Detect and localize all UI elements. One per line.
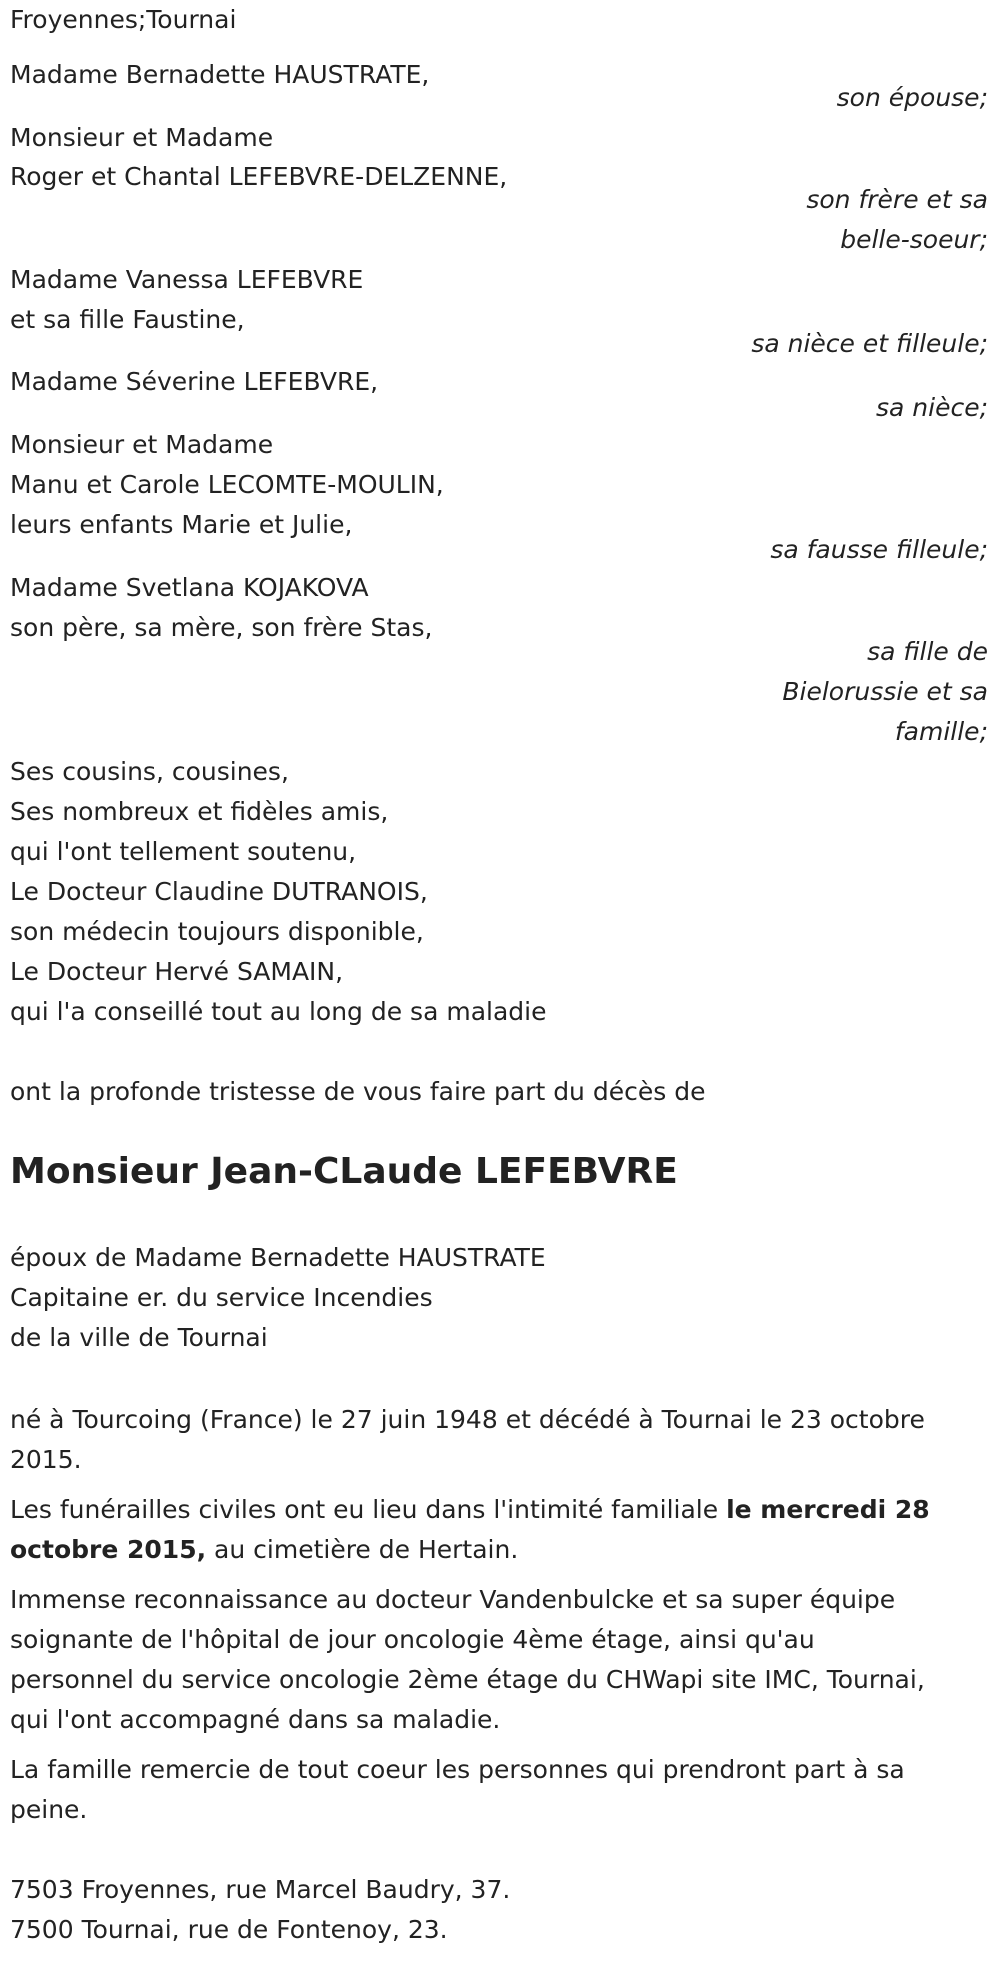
birth-death-line-2: 2015. [10, 1445, 82, 1474]
funeral-date-bold: octobre 2015, [10, 1535, 207, 1564]
niece2-relation: sa nièce; [875, 393, 988, 422]
wife-relation: son épouse; [836, 83, 988, 112]
family-thanks-line-1: La famille remercie de tout coeur les personnes qui prendront part à sa [10, 1755, 905, 1784]
bio-line: de la ville de Tournai [10, 1323, 268, 1352]
funeral-date-bold: le mercredi 28 [726, 1495, 930, 1524]
kojakova-line-2: son père, sa mère, son frère Stas, [10, 613, 433, 642]
birth-death-line-1: né à Tourcoing (France) le 27 juin 1948 et décédé à Tournai le 23 octobre [10, 1405, 925, 1434]
others-line: Ses cousins, cousines, [10, 757, 289, 786]
others-line: Ses nombreux et fidèles amis, [10, 797, 389, 826]
funeral-line-2 [10, 1530, 518, 1570]
niece1-relation: sa nièce et filleule; [751, 329, 988, 358]
announcement: ont la profonde tristesse de vous faire part du décès de [10, 1077, 706, 1106]
others-line: Le Docteur Claudine DUTRANOIS, [10, 877, 428, 906]
bio-line: Capitaine er. du service Incendies [10, 1283, 433, 1312]
others-line: qui l'ont tellement soutenu, [10, 837, 357, 866]
kojakova-relation-line-3: famille; [894, 717, 988, 746]
kojakova-relation-line-2: Bielorussie et sa [782, 677, 988, 706]
funeral-text: au cimetière de Hertain. [206, 1535, 519, 1564]
thanks-line: Immense reconnaissance au docteur Vandenbulcke et sa super équipe [10, 1585, 896, 1614]
brother-relation-line-1: son frère et sa [806, 185, 988, 214]
thanks-line: soignante de l'hôpital de jour oncologie 4ème étage, ainsi qu'au [10, 1625, 815, 1654]
kojakova-relation-line-1: sa fille de [867, 637, 988, 666]
family-thanks-line-2: peine. [10, 1795, 88, 1824]
lecomte-relation: sa fausse filleule; [770, 535, 988, 564]
brother-line-1: Monsieur et Madame [10, 123, 274, 152]
brother-relation-line-2: belle-soeur; [840, 225, 988, 254]
thanks-line: qui l'ont accompagné dans sa maladie. [10, 1705, 501, 1734]
kojakova-line-1: Madame Svetlana KOJAKOVA [10, 573, 369, 602]
address-line: 7500 Tournai, rue de Fontenoy, 23. [10, 1915, 448, 1944]
niece2-name: Madame Séverine LEFEBVRE, [10, 367, 379, 396]
others-line: son médecin toujours disponible, [10, 917, 424, 946]
niece1-line-1: Madame Vanessa LEFEBVRE [10, 265, 364, 294]
others-line: qui l'a conseillé tout au long de sa maladie [10, 997, 547, 1026]
niece1-line-2: et sa fille Faustine, [10, 305, 245, 334]
lecomte-line-3: leurs enfants Marie et Julie, [10, 510, 353, 539]
lecomte-line-1: Monsieur et Madame [10, 430, 274, 459]
funeral-line-1 [10, 1490, 930, 1530]
deceased-name: Monsieur Jean-CLaude LEFEBVRE [10, 1151, 678, 1192]
location: Froyennes;Tournai [10, 5, 237, 34]
wife-name: Madame Bernadette HAUSTRATE, [10, 60, 430, 89]
brother-line-2: Roger et Chantal LEFEBVRE-DELZENNE, [10, 162, 508, 191]
thanks-line: personnel du service oncologie 2ème étage du CHWapi site IMC, Tournai, [10, 1665, 925, 1694]
funeral-text: Les funérailles civiles ont eu lieu dans l'intimité familiale [10, 1495, 727, 1524]
address-line: 7503 Froyennes, rue Marcel Baudry, 37. [10, 1875, 511, 1904]
others-line: Le Docteur Hervé SAMAIN, [10, 957, 344, 986]
lecomte-line-2: Manu et Carole LECOMTE-MOULIN, [10, 470, 444, 499]
bio-line: époux de Madame Bernadette HAUSTRATE [10, 1243, 546, 1272]
